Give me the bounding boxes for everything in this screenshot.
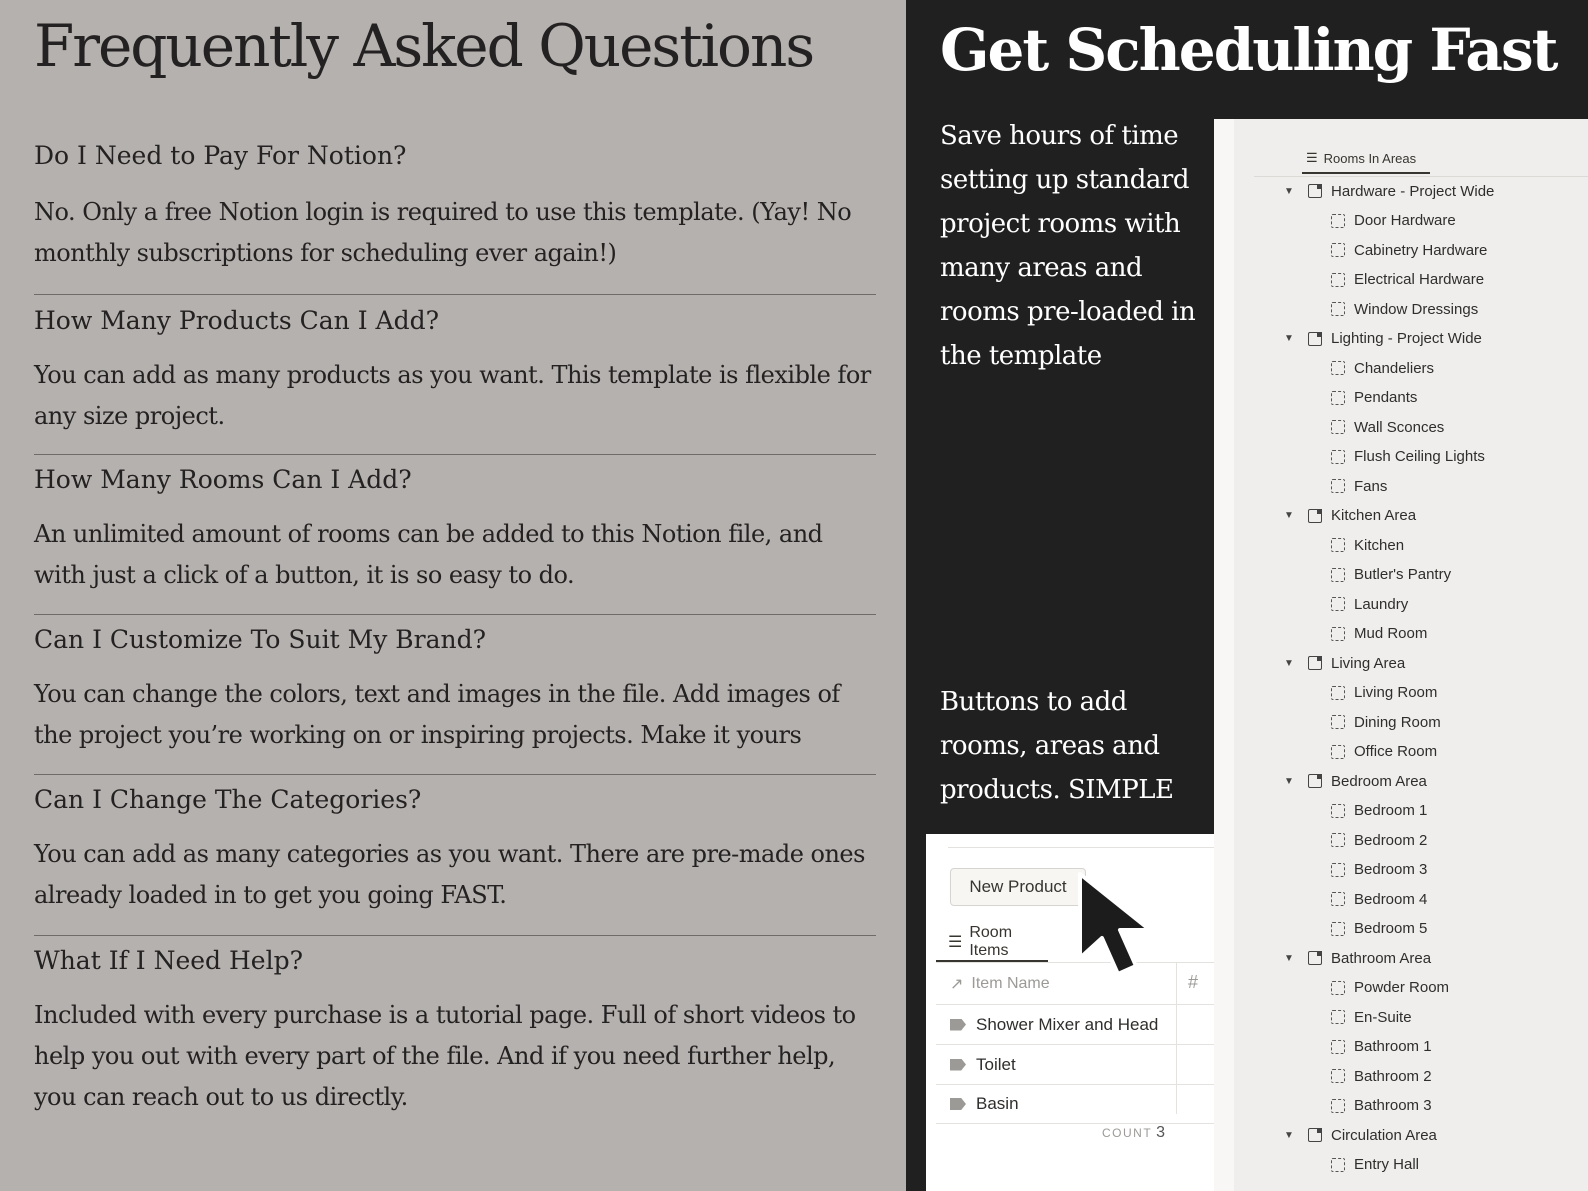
- subpage-icon: [1331, 686, 1345, 700]
- tag-icon: [950, 1019, 966, 1031]
- column-header-number[interactable]: #: [1188, 972, 1199, 992]
- promo-title: Get Scheduling Fast: [940, 16, 1557, 84]
- tree-item-row[interactable]: [1331, 620, 1427, 648]
- divider: [34, 935, 876, 936]
- subpage-icon: [1331, 892, 1345, 906]
- subpage-icon: [1331, 1158, 1345, 1172]
- caret-down-icon[interactable]: ▼: [1284, 333, 1294, 344]
- faq-answer: Included with every purchase is a tutorial page. Full of short videos to help you out with every part of the file. And if you need further help, you can reach out to us directly.: [34, 1001, 856, 1111]
- subpage-icon: [1331, 1099, 1345, 1113]
- faq-answer: You can change the colors, text and images in the file. Add images of the project you’re working on or inspiring projects. Make it yours: [34, 680, 840, 749]
- tree-item-row[interactable]: [1331, 266, 1484, 294]
- tree-item-label: Cabinetry Hardware: [1354, 241, 1488, 259]
- faq-item: [34, 784, 876, 916]
- tree-item-row[interactable]: [1331, 1003, 1412, 1031]
- tree-item-label: Door Hardware: [1354, 212, 1456, 229]
- tree-group-label: Kitchen Area: [1331, 507, 1417, 524]
- caret-down-icon[interactable]: ▼: [1284, 657, 1294, 669]
- tree-group-label: Circulation Area: [1331, 1126, 1437, 1144]
- column-header-label: Item Name: [971, 975, 1050, 992]
- tree-item-label: Entry Hall: [1354, 1156, 1420, 1173]
- subpage-icon: [1331, 715, 1345, 729]
- table-row[interactable]: [936, 1084, 1214, 1124]
- faq-answer: An unlimited amount of rooms can be added to this Notion file, and with just a click of a button, it is so easy to do.: [34, 520, 823, 589]
- subpage-icon: [1331, 1010, 1345, 1024]
- caret-down-icon[interactable]: ▼: [1284, 1129, 1294, 1141]
- tree-group-row[interactable]: [1284, 325, 1482, 353]
- tree-item-label: Pendants: [1354, 389, 1418, 406]
- divider: [34, 774, 876, 775]
- subpage-icon: [1331, 833, 1345, 847]
- tab-rooms-in-areas[interactable]: [1302, 144, 1430, 174]
- list-icon: ☰: [1306, 150, 1318, 165]
- subpage-icon: [1331, 922, 1345, 936]
- subpage-icon: [1331, 1069, 1345, 1083]
- tree-group-row[interactable]: [1284, 502, 1416, 530]
- subpage-icon: [1331, 479, 1345, 493]
- tree-group-row[interactable]: [1284, 1121, 1437, 1149]
- subpage-icon: [1331, 804, 1345, 818]
- caret-down-icon[interactable]: ▼: [1284, 952, 1294, 964]
- tree-item-row[interactable]: [1331, 974, 1449, 1002]
- faq-question: How Many Products Can I Add?: [34, 306, 439, 335]
- tree-item-row[interactable]: [1331, 236, 1487, 264]
- faq-item: [34, 624, 876, 756]
- page-icon: [1308, 774, 1322, 788]
- tree-item-row[interactable]: [1331, 915, 1427, 943]
- tag-icon: [950, 1059, 966, 1071]
- tree-group-row[interactable]: [1284, 177, 1494, 205]
- tree-item-label: Bathroom 3: [1354, 1097, 1432, 1114]
- row-label: Basin: [976, 1094, 1019, 1113]
- tree-item-row[interactable]: [1331, 1092, 1432, 1120]
- promo-panel: [906, 0, 1588, 1191]
- tag-icon: [950, 1098, 966, 1110]
- faq-question: Can I Change The Categories?: [34, 785, 422, 814]
- subpage-icon: [1331, 450, 1345, 464]
- table-row[interactable]: [936, 1004, 1214, 1044]
- faq-question: How Many Rooms Can I Add?: [34, 465, 412, 494]
- page-icon: [1308, 656, 1322, 670]
- faq-answer: You can add as many products as you want. This template is flexible for any size project.: [34, 361, 871, 430]
- tree-item-row[interactable]: [1331, 1151, 1419, 1179]
- tree-item-label: Dining Room: [1354, 713, 1441, 731]
- faq-item: [34, 464, 876, 596]
- mouse-cursor-icon: [1074, 870, 1174, 980]
- tree-item-row[interactable]: [1331, 797, 1427, 825]
- row-label: Shower Mixer and Head: [976, 1014, 1159, 1034]
- tree-item-row[interactable]: [1331, 590, 1408, 618]
- caret-down-icon[interactable]: ▼: [1284, 185, 1294, 197]
- page-icon: [1308, 184, 1322, 198]
- tree-item-row[interactable]: [1331, 531, 1404, 559]
- count-footer: [1102, 1124, 1165, 1142]
- subpage-icon: [1331, 302, 1345, 316]
- tree-item-row[interactable]: [1331, 826, 1427, 854]
- tree-item-label: Bedroom 1: [1354, 802, 1428, 819]
- tree-item-label: Laundry: [1354, 595, 1409, 613]
- tree-item-label: Powder Room: [1354, 979, 1450, 996]
- count-value: 3: [1156, 1124, 1166, 1141]
- divider: [1254, 176, 1588, 177]
- tree-group-label: Lighting - Project Wide: [1331, 330, 1482, 347]
- subpage-icon: [1331, 981, 1345, 995]
- page-icon: [1308, 332, 1322, 346]
- divider: [34, 294, 876, 295]
- caret-down-icon[interactable]: ▼: [1284, 775, 1294, 787]
- subpage-icon: [1331, 627, 1345, 641]
- tree-item-row[interactable]: [1331, 384, 1417, 412]
- subpage-icon: [1331, 214, 1345, 228]
- tree-item-label: Electrical Hardware: [1354, 271, 1485, 288]
- tree-item-label: Flush Ceiling Lights: [1354, 448, 1485, 465]
- rooms-tree-screenshot: [1214, 119, 1588, 1191]
- tab-room-items[interactable]: [936, 924, 1048, 962]
- tree-item-label: Kitchen: [1354, 536, 1405, 554]
- tree-item-row[interactable]: [1331, 443, 1485, 471]
- tree-item-label: Butler's Pantry: [1354, 566, 1452, 583]
- faq-title: Frequently Asked Questions: [34, 12, 814, 80]
- tree-item-label: Wall Sconces: [1354, 418, 1445, 436]
- table-row[interactable]: [936, 1044, 1214, 1084]
- tree-group-label: Bedroom Area: [1331, 772, 1427, 790]
- tree-item-label: Bedroom 4: [1354, 890, 1428, 908]
- subpage-icon: [1331, 568, 1345, 582]
- faq-answer: You can add as many categories as you want. There are pre-made ones already loaded in to get you going FAST.: [34, 840, 865, 909]
- faq-answer: No. Only a free Notion login is required to use this template. (Yay! No monthly subscriptions for scheduling ever again!): [34, 198, 852, 267]
- faq-item: [34, 945, 876, 1118]
- tree-item-label: Living Room: [1354, 684, 1438, 701]
- subpage-icon: [1331, 597, 1345, 611]
- tree-item-label: Office Room: [1354, 743, 1438, 760]
- tree-item-label: Fans: [1354, 477, 1388, 495]
- tree-group-label: Living Area: [1331, 654, 1406, 672]
- subpage-icon: [1331, 863, 1345, 877]
- tree-item-row[interactable]: [1331, 207, 1456, 235]
- tree-item-label: Bathroom 2: [1354, 1067, 1432, 1085]
- tree-item-row[interactable]: [1331, 561, 1451, 589]
- new-product-button[interactable]: New Product: [950, 868, 1086, 906]
- tree-item-row[interactable]: [1331, 1062, 1432, 1090]
- tree-group-row[interactable]: [1284, 944, 1431, 972]
- subpage-icon: [1331, 273, 1345, 287]
- tree-item-row[interactable]: [1331, 1033, 1432, 1061]
- list-icon: ☰: [948, 934, 963, 951]
- row-label: Toilet: [976, 1054, 1016, 1074]
- tree-item-label: En-Suite: [1354, 1008, 1412, 1026]
- tab-label: Room Items: [969, 924, 1013, 959]
- faq-question: Can I Customize To Suit My Brand?: [34, 625, 487, 654]
- tree-item-label: Bedroom 5: [1354, 920, 1428, 937]
- tree-item-row[interactable]: [1331, 738, 1437, 766]
- subpage-icon: [1331, 538, 1345, 552]
- divider: [34, 614, 876, 615]
- caret-down-icon[interactable]: ▼: [1284, 510, 1294, 521]
- count-label: COUNT: [1102, 1126, 1153, 1140]
- room-items-screenshot: [926, 834, 1214, 1191]
- divider: [34, 454, 876, 455]
- subpage-icon: [1331, 745, 1345, 759]
- subpage-icon: [1331, 361, 1345, 375]
- tree-item-label: Window Dressings: [1354, 300, 1479, 318]
- promo-text-buttons: Buttons to add rooms, areas and products. SIMPLE: [940, 687, 1174, 805]
- tree-item-label: Mud Room: [1354, 625, 1428, 642]
- subpage-icon: [1331, 1040, 1345, 1054]
- tree-item-row[interactable]: [1331, 856, 1427, 884]
- tree-item-row[interactable]: [1331, 472, 1387, 500]
- rooms-tree: [1234, 119, 1588, 1191]
- tree-item-label: Bedroom 2: [1354, 831, 1428, 849]
- faq-question: Do I Need to Pay For Notion?: [34, 141, 407, 170]
- subpage-icon: [1331, 391, 1345, 405]
- tree-group-row[interactable]: [1284, 649, 1405, 677]
- tree-group-label: Hardware - Project Wide: [1331, 182, 1495, 200]
- subpage-icon: [1331, 243, 1345, 257]
- tree-item-label: Bathroom 1: [1354, 1038, 1432, 1055]
- tree-item-row[interactable]: [1331, 295, 1478, 323]
- page-icon: [1308, 509, 1322, 523]
- tree-group-row[interactable]: [1284, 767, 1427, 795]
- faq-item: [34, 305, 876, 437]
- page-icon: [1308, 951, 1322, 965]
- tree-item-row[interactable]: [1331, 413, 1444, 441]
- faq-question: What If I Need Help?: [34, 946, 304, 975]
- faq-item: [34, 140, 876, 274]
- page-icon: [1308, 1128, 1322, 1142]
- tree-item-row[interactable]: [1331, 885, 1427, 913]
- promo-text-rooms: Save hours of time setting up standard project rooms with many areas and rooms pre-loaded in the template: [940, 121, 1196, 371]
- tree-item-row[interactable]: [1331, 679, 1437, 707]
- subpage-icon: [1331, 420, 1345, 434]
- tree-item-row[interactable]: [1331, 708, 1441, 736]
- tree-item-label: Bedroom 3: [1354, 861, 1428, 878]
- tab-label: Rooms In Areas: [1323, 150, 1417, 166]
- arrow-up-right-icon: ↗: [950, 976, 964, 993]
- tree-item-row[interactable]: [1331, 354, 1434, 382]
- tree-item-label: Chandeliers: [1354, 359, 1435, 377]
- tree-group-label: Bathroom Area: [1331, 949, 1432, 967]
